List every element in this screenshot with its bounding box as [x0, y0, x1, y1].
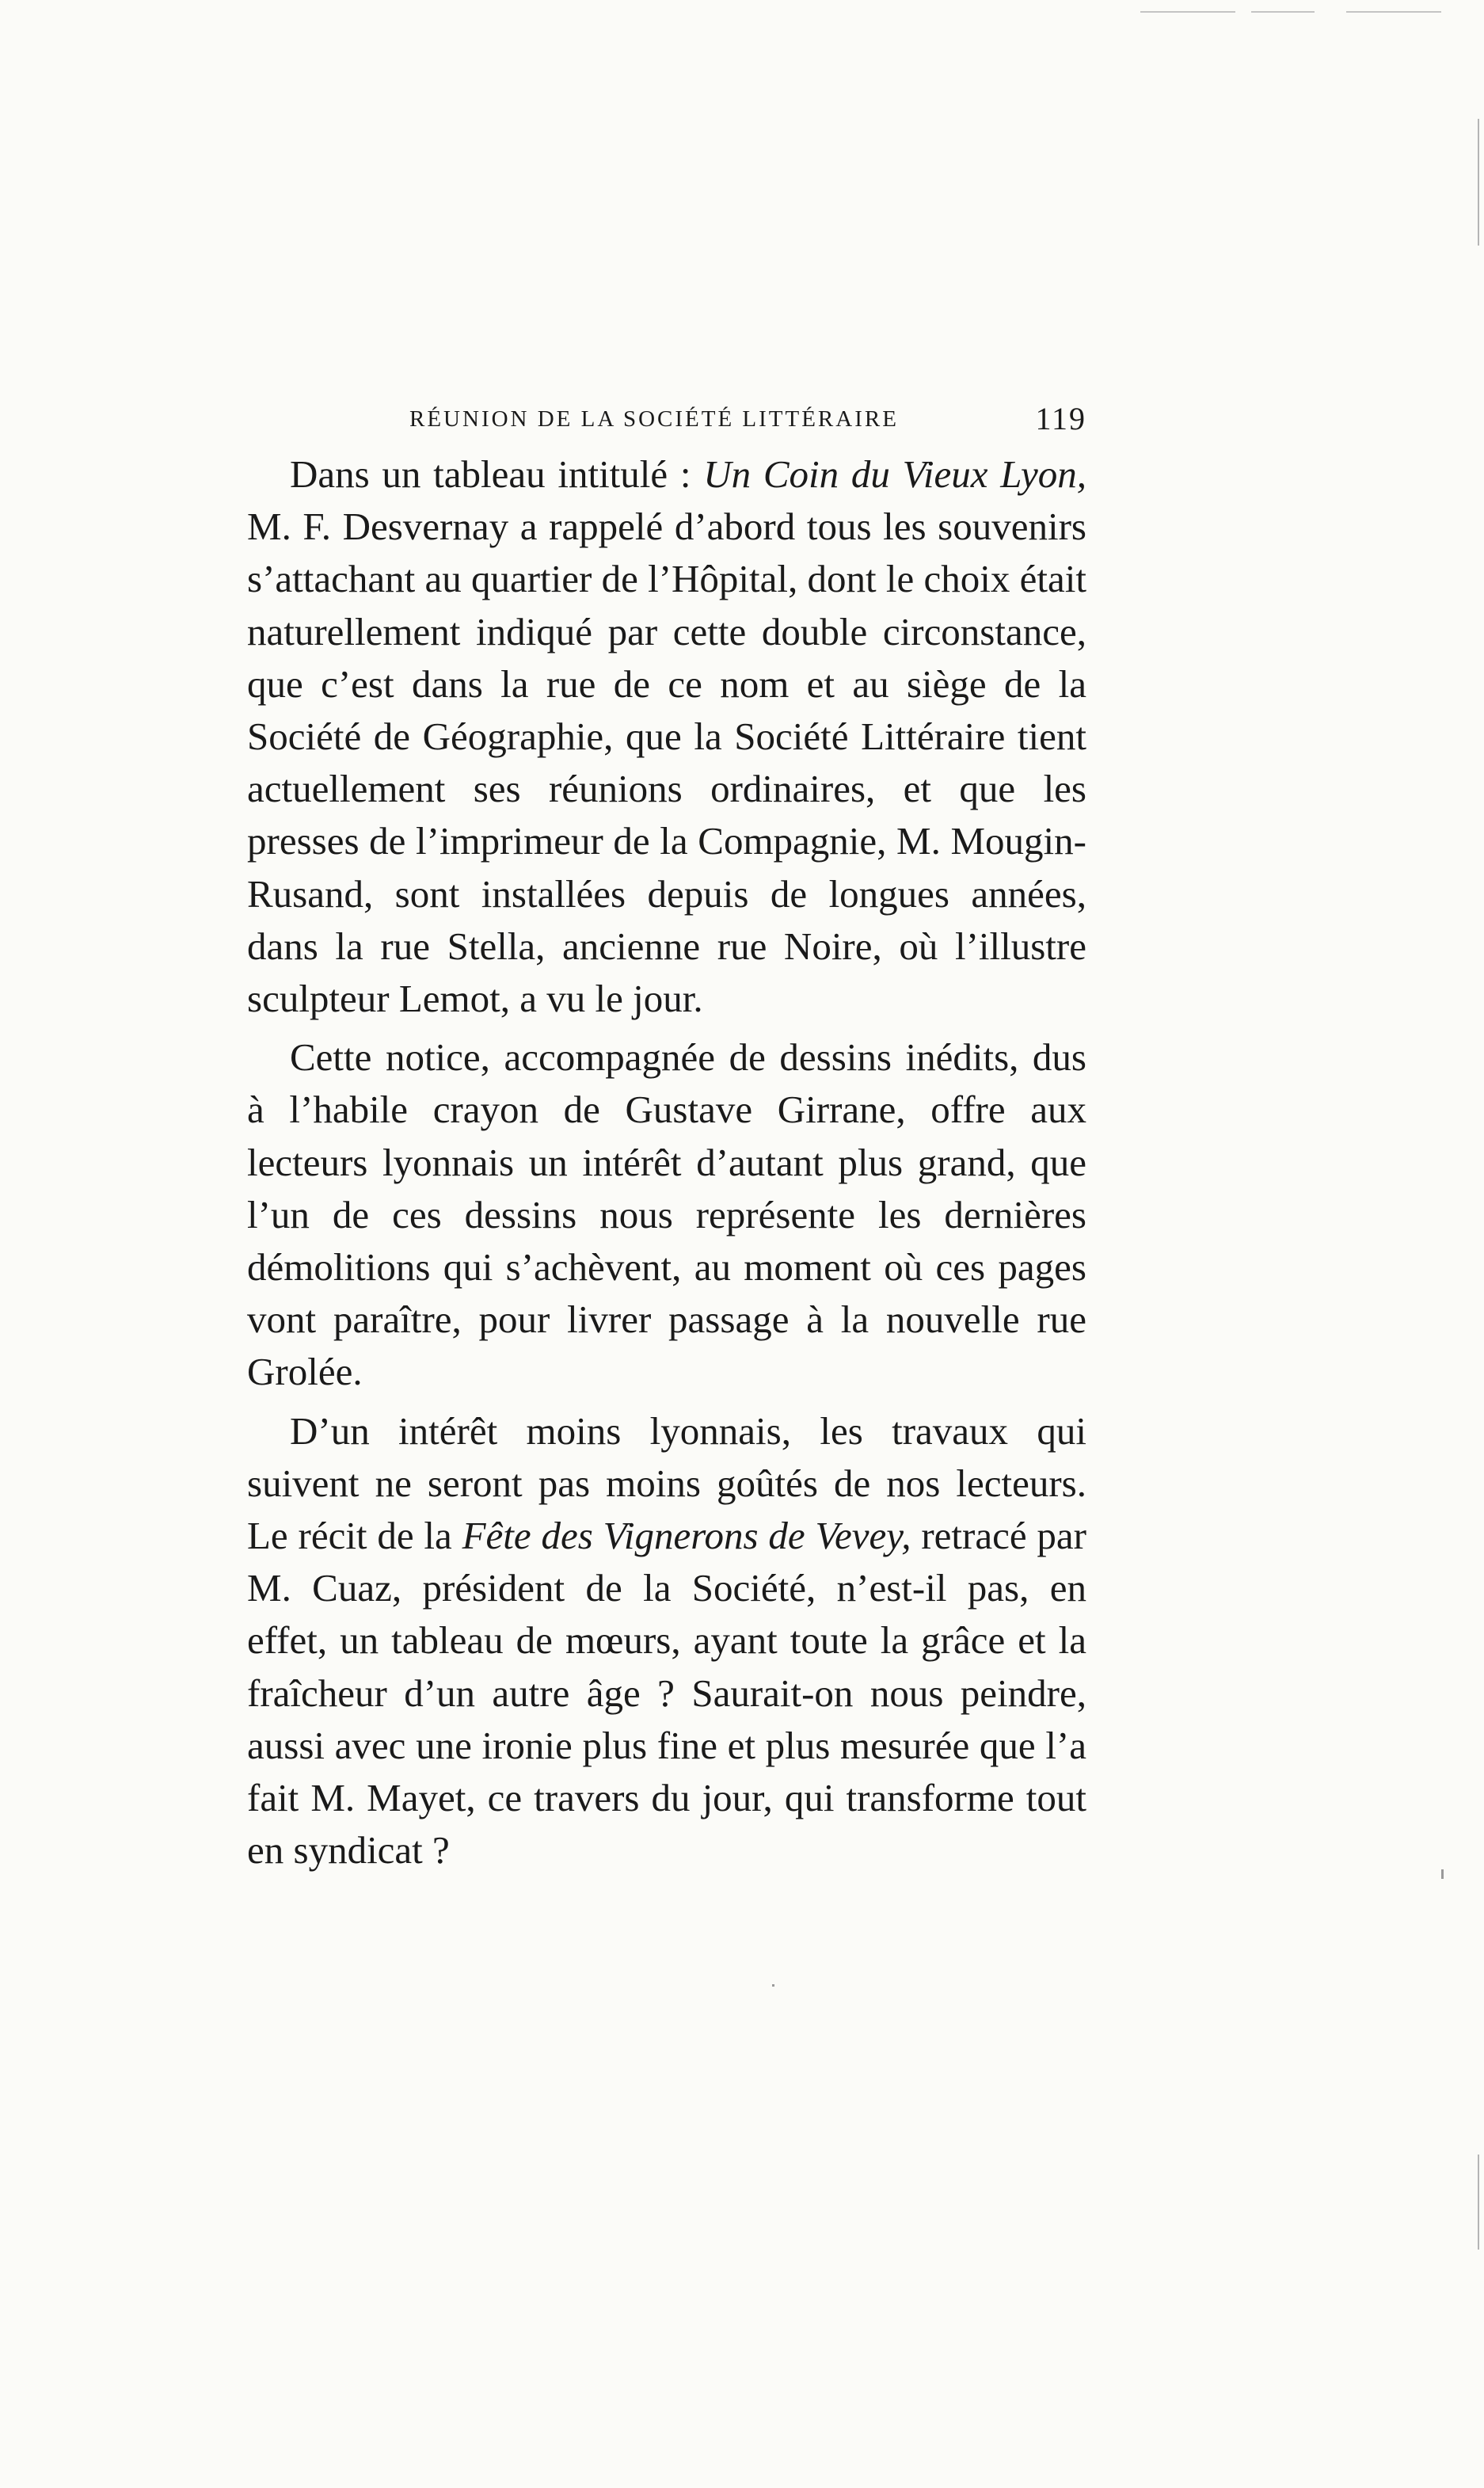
italic-title: Un Coin du Vieux Lyon, [703, 452, 1087, 496]
paragraph [247, 1405, 1086, 1877]
paragraph [247, 1031, 1086, 1398]
paragraph-text: D’un intérêt moins lyonnais, les travaux qui suivent ne seront pas moins goûtés de nos lecteurs. Le récit de la [247, 1408, 1086, 1558]
paragraph-text: M. F. Desvernay a rappelé d’abord tous les souvenirs s’attachant au quartier de l’Hôpital, dont le choix était naturellement indiqué par cette double circonstance, que c’est dans la rue de ce nom et au siège de la Société de Géographie, que la Société Littéraire tient actuellement ses réunions ordinaires, et que les presses de l’imprimeur de la Compagnie, M. Mougin-Rusand, sont installées depuis de longues années, dans la rue Stella, ancienne rue Noire, où l’illustre sculpteur Lemot, a vu le jour. [247, 505, 1086, 1021]
page-number: 119 [1035, 401, 1086, 436]
running-title: RÉUNION DE LA SOCIÉTÉ LITTÉRAIRE [409, 406, 899, 432]
italic-title: Fête des Vignerons de Vevey, [462, 1514, 911, 1558]
scan-top-mark [1251, 11, 1315, 13]
paragraph-text: Cette notice, accompagnée de dessins inédits, dus à l’habile crayon de Gustave Girrane, offre aux lecteurs lyonnais un intérêt d’autant plus grand, que l’un de ces dessins nous représente les dernières démolitions qui s’achèvent, au moment où ces pages vont paraître, pour livrer passage à la nouvelle rue Grolée. [247, 1035, 1086, 1394]
paragraph [247, 448, 1086, 1025]
scan-dot [1441, 1869, 1444, 1879]
running-head [247, 400, 1086, 448]
scan-edge-mark [1478, 2155, 1479, 2250]
paragraph-text: Dans un tableau intitulé : [290, 452, 704, 496]
scan-dot [772, 1984, 774, 1987]
scan-edge-mark [1478, 119, 1479, 246]
scan-top-mark [1140, 11, 1235, 13]
scan-top-mark [1346, 11, 1441, 13]
paragraph-text: retracé par M. Cuaz, président de la Société, n’est-il pas, en effet, un tableau de mœurs, ayant toute la grâce et la fraîcheur d’un autre âge ? Saurait-on nous peindre, aussi avec une ironie plus fine et plus mesurée que l’a fait M. Mayet, ce travers du jour, qui transforme tout en syndicat ? [247, 1514, 1086, 1873]
body-text [247, 448, 1086, 1876]
